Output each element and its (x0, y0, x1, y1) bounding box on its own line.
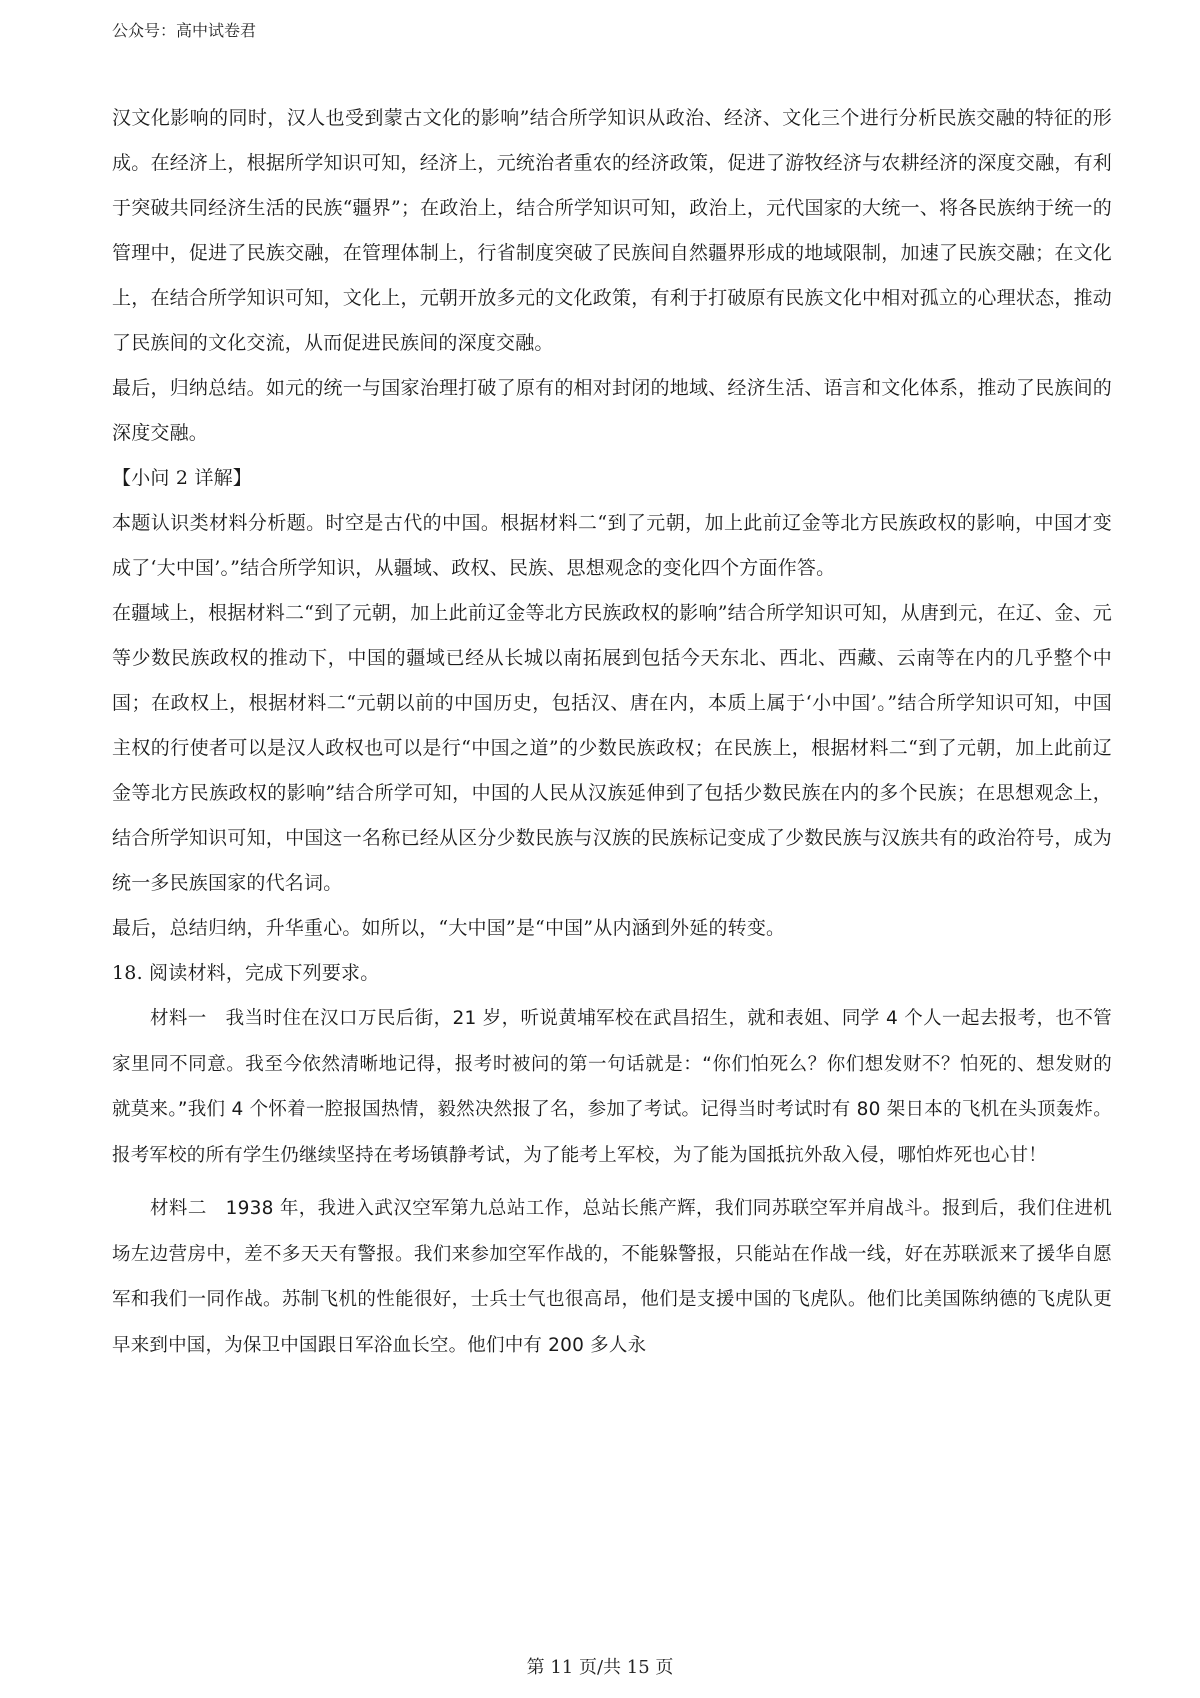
page-content (112, 96, 1112, 1368)
material-one: 材料一 我当时住在汉口万民后街，21 岁，听说黄埔军校在武昌招生，就和表姐、同学 4 个人一起去报考，也不管家里同不同意。我至今依然清晰地记得，报考时被问的第一句话就是：“你们怕死么？你们想发财不？怕死的、想发财的就莫来。”我们 4 个怀着一腔报国热情，毅然决然报了名，参加了考试。记得当时考试时有 80 架日本的飞机在头顶轰炸。报考军校的所有学生仍继续坚持在考场镇静考试，为了能考上军校，为了能为国抵抗外敌入侵，哪怕炸死也心甘！ (112, 1008, 1112, 1166)
analysis-paragraph-1: 汉文化影响的同时，汉人也受到蒙古文化的影响”结合所学知识从政治、经济、文化三个进行分析民族交融的特征的形成。在经济上，根据所学知识可知，经济上，元统治者重农的经济政策，促进了游牧经济与农耕经济的深度交融，有利于突破共同经济生活的民族“疆界”；在政治上，结合所学知识可知，政治上，元代国家的大统一、将各民族纳于统一的管理中，促进了民族交融，在管理体制上，行省制度突破了民族间自然疆界形成的地域限制，加速了民族交融；在文化上，在结合所学知识可知，文化上，元朝开放多元的文化政策，有利于打破原有民族文化中相对孤立的心理状态，推动了民族间的文化交流，从而促进民族间的深度交融。 (112, 107, 1112, 354)
subquestion-2-intro: 本题认识类材料分析题。时空是古代的中国。根据材料二“到了元朝，加上此前辽金等北方民族政权的影响，中国才变成了‘大中国’。”结合所学知识，从疆域、政权、民族、思想观念的变化四个方面作答。 (112, 512, 1112, 579)
page-header: 公众号：高中试卷君 (112, 21, 257, 40)
question-18-prompt: 18. 阅读材料，完成下列要求。 (112, 962, 380, 984)
material-two: 材料二 1938 年，我进入武汉空军第九总站工作，总站长熊产辉，我们同苏联空军并肩战斗。报到后，我们住进机场左边营房中，差不多天天有警报。我们来参加空军作战的，不能躲警报，只能站在作战一线，好在苏联派来了援华自愿军和我们一同作战。苏制飞机的性能很好，士兵士气也很高昂，他们是支援中国的飞虎队。他们比美国陈纳德的飞虎队更早来到中国，为保卫中国跟日军浴血长空。他们中有 200 多人永 (112, 1198, 1112, 1356)
summary-paragraph-1: 最后，归纳总结。如元的统一与国家治理打破了原有的相对封闭的地域、经济生活、语言和文化体系，推动了民族间的深度交融。 (112, 377, 1112, 444)
summary-paragraph-2: 最后，总结归纳，升华重心。如所以，“大中国”是“中国”从内涵到外延的转变。 (112, 917, 786, 939)
subquestion-2-heading: 【小问 2 详解】 (112, 467, 252, 489)
page-number: 第 11 页/共 15 页 (526, 1657, 674, 1678)
subquestion-2-analysis: 在疆域上，根据材料二“到了元朝，加上此前辽金等北方民族政权的影响”结合所学知识可知，从唐到元，在辽、金、元等少数民族政权的推动下，中国的疆域已经从长城以南拓展到包括今天东北、西北、西藏、云南等在内的几乎整个中国；在政权上，根据材料二“元朝以前的中国历史，包括汉、唐在内，本质上属于‘小中国’。”结合所学知识可知，中国主权的行使者可以是汉人政权也可以是行“中国之道”的少数民族政权；在民族上，根据材料二“到了元朝，加上此前辽金等北方民族政权的影响”结合所学可知，中国的人民从汉族延伸到了包括少数民族在内的多个民族；在思想观念上，结合所学知识可知，中国这一名称已经从区分少数民族与汉族的民族标记变成了少数民族与汉族共有的政治符号，成为统一多民族国家的代名词。 (112, 602, 1112, 894)
